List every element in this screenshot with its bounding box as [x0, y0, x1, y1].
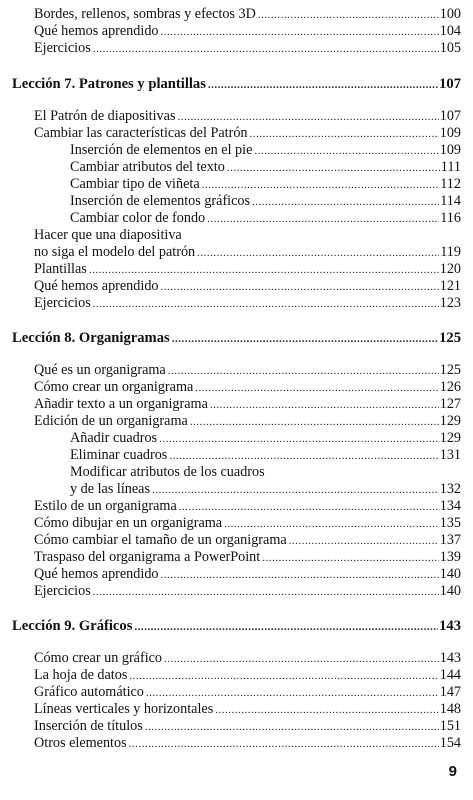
toc-subentry: Eliminar cuadros ..... 131 — [70, 447, 461, 464]
toc-entry: Cómo cambiar el tamaño de un organigrama ..... 137 — [34, 532, 461, 549]
toc-subentry: y de las líneas ..... 132 — [70, 481, 461, 498]
toc-subentry: Cambiar atributos del texto ..... 111 — [70, 159, 461, 176]
toc-subentry: Cambiar tipo de viñeta ..... 112 — [70, 176, 461, 193]
toc-entry: Qué hemos aprendido ..... 140 — [34, 566, 461, 583]
toc-entry: Inserción de títulos ..... 151 — [34, 718, 461, 735]
toc-entry: Cómo dibujar en un organigrama ..... 135 — [34, 515, 461, 532]
toc-subentry: Cambiar color de fondo ..... 116 — [70, 210, 461, 227]
toc-entry: La hoja de datos ..... 144 — [34, 667, 461, 684]
toc-entry: Cómo crear un organigrama ..... 126 — [34, 379, 461, 396]
toc-entry: Añadir texto a un organigrama ..... 127 — [34, 396, 461, 413]
toc-entry: El Patrón de diapositivas ..... 107 — [34, 108, 461, 125]
lesson-heading: Lección 9. Gráficos ..... 143 — [12, 618, 461, 635]
toc-subentry: Modificar atributos de los cuadros — [70, 464, 265, 480]
toc-entry: Ejercicios ..... 140 — [34, 583, 461, 600]
toc-entry: Qué hemos aprendido ..... 121 — [34, 278, 461, 295]
toc-entry: Estilo de un organigrama ..... 134 — [34, 498, 461, 515]
lesson-heading: Lección 8. Organigramas ..... 125 — [12, 330, 461, 347]
toc-entry: Cambiar las características del Patrón ..... 109 — [34, 125, 461, 142]
toc-entry: no siga el modelo del patrón ..... 119 — [34, 244, 461, 261]
toc-entry: Edición de un organigrama ..... 129 — [34, 413, 461, 430]
lesson-heading: Lección 7. Patrones y plantillas ..... 107 — [12, 76, 461, 93]
toc-entry: Líneas verticales y horizontales ..... 148 — [34, 701, 461, 718]
toc-entry: Ejercicios ..... 105 — [34, 40, 461, 57]
toc-entry: Qué hemos aprendido ..... 104 — [34, 23, 461, 40]
toc-entry: Cómo crear un gráfico ..... 143 — [34, 650, 461, 667]
toc-subentry: Inserción de elementos en el pie ..... 109 — [70, 142, 461, 159]
toc-entry: Traspaso del organigrama a PowerPoint ..... 139 — [34, 549, 461, 566]
toc-subentry: Inserción de elementos gráficos ..... 114 — [70, 193, 461, 210]
toc-entry: Ejercicios ..... 123 — [34, 295, 461, 312]
toc-entry: Bordes, rellenos, sombras y efectos 3D ..... 100 — [34, 6, 461, 23]
toc-entry: Plantillas ..... 120 — [34, 261, 461, 278]
toc-entry: Qué es un organigrama ..... 125 — [34, 362, 461, 379]
page-number: 9 — [448, 763, 457, 780]
toc-entry: Hacer que una diapositiva — [34, 227, 182, 243]
toc-subentry: Añadir cuadros ..... 129 — [70, 430, 461, 447]
toc-entry: Gráfico automático ..... 147 — [34, 684, 461, 701]
toc-entry: Otros elementos ..... 154 — [34, 735, 461, 752]
